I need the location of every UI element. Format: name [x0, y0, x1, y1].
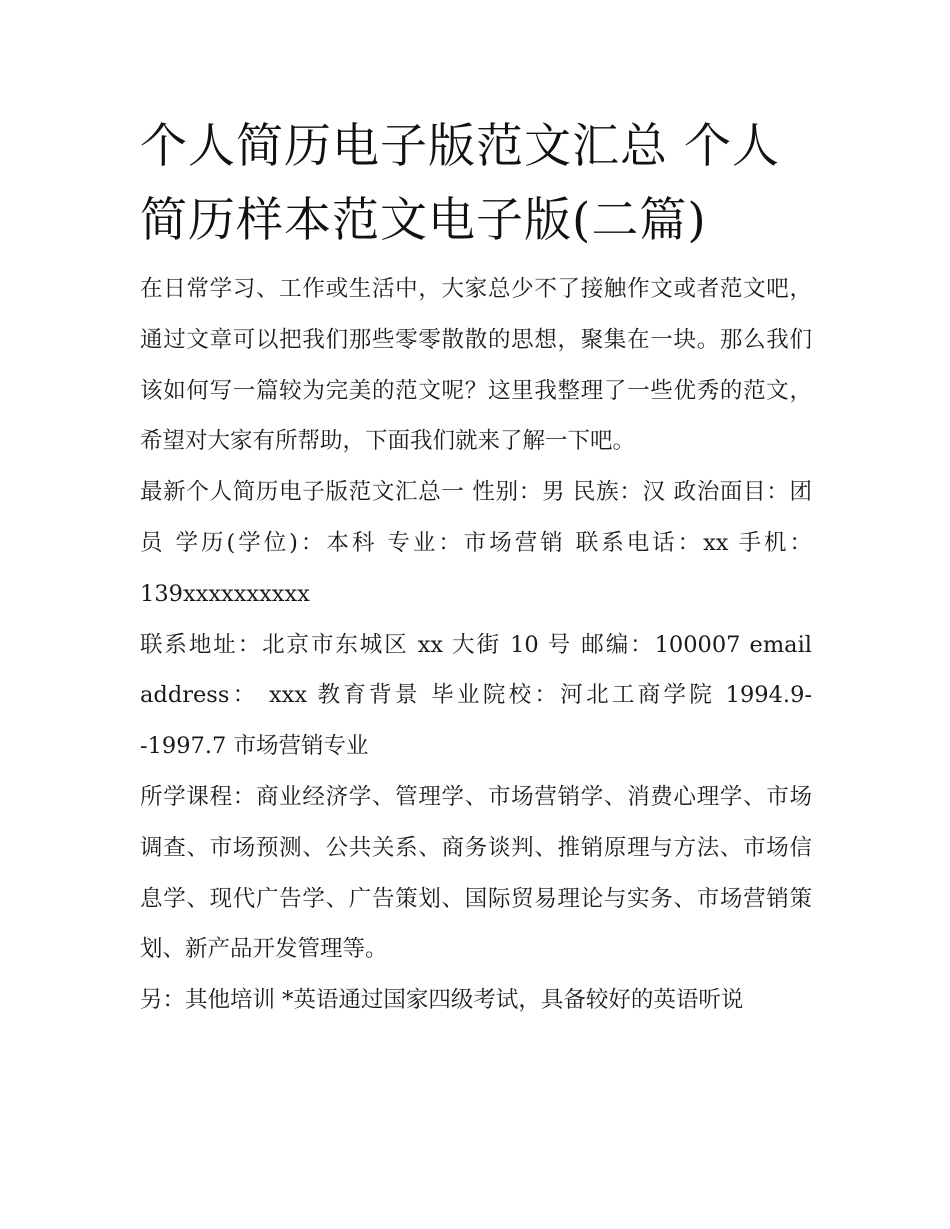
- document-title: 个人简历电子版范文汇总 个人简历样本范文电子版(二篇): [140, 119, 780, 248]
- personal-info-paragraph: 最新个人简历电子版范文汇总一 性别：男 民族：汉 政治面目：团员 学历(学位)：本科 专业：市场营销 联系电话：xx 手机：139xxxxxxxxxx: [140, 479, 812, 607]
- intro-paragraph: 在日常学习、工作或生活中，大家总少不了接触作文或者范文吧，通过文章可以把我们那些零零散散的思想，聚集在一块。那么我们该如何写一篇较为完美的范文呢？这里我整理了一些优秀的范文，希望对大家有所帮助，下面我们就来了解一下吧。: [140, 276, 812, 455]
- courses-paragraph: 所学课程：商业经济学、管理学、市场营销学、消费心理学、市场调查、市场预测、公共关系、商务谈判、推销原理与方法、市场信息学、现代广告学、广告策划、国际贸易理论与实务、市场营销策划、新产品开发管理等。: [140, 783, 812, 963]
- training-paragraph: 另：其他培训 *英语通过国家四级考试，具备较好的英语听说: [140, 987, 744, 1014]
- contact-education-paragraph: 联系地址：北京市东城区 xx 大街 10 号 邮编：100007 email address： xxx 教育背景 毕业院校：河北工商学院 1994.9--1997.7 市场营销专业: [140, 631, 812, 760]
- document-page: [140, 110, 812, 1026]
